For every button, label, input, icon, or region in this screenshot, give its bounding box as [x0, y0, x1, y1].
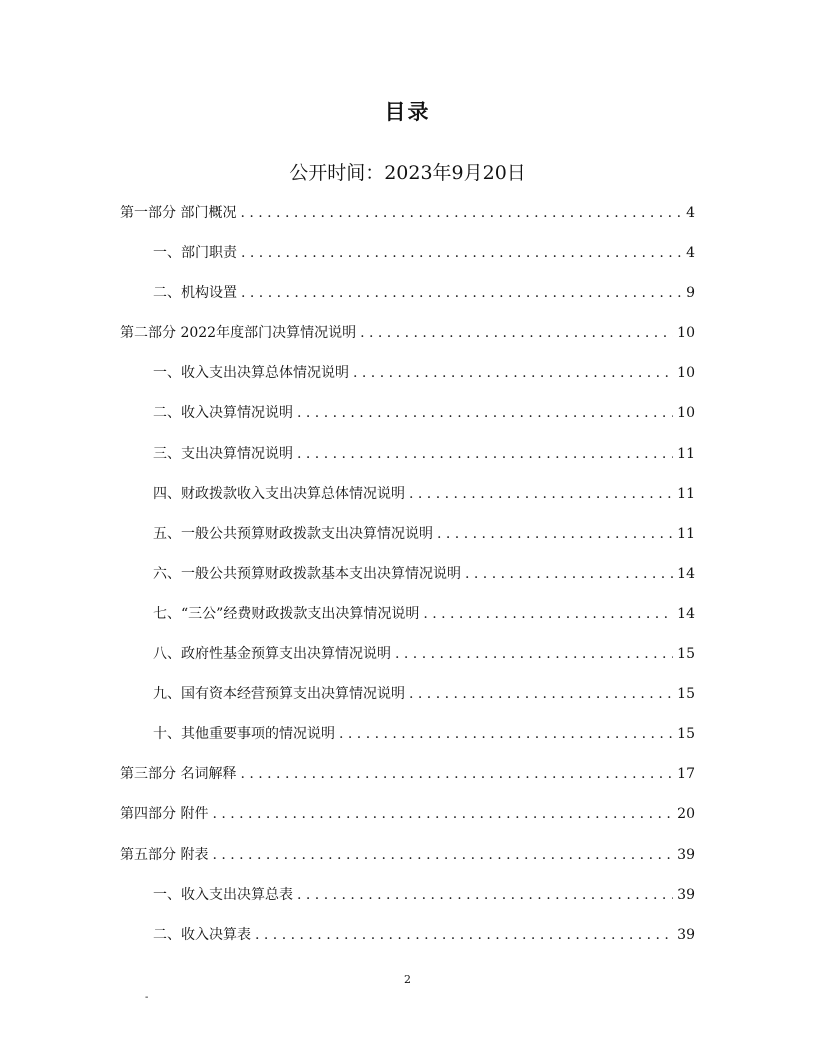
toc-entry-page: 11 — [677, 525, 695, 542]
toc-entry-title: 第五部分 附表 — [120, 846, 209, 863]
toc-entry-page: 10 — [677, 405, 695, 422]
dot-leader — [395, 641, 673, 667]
dot-leader — [339, 721, 673, 747]
toc-entry[interactable] — [120, 641, 695, 681]
toc-title: 目录 — [384, 100, 431, 124]
dot-leader — [409, 681, 673, 707]
toc-entry-page: 14 — [677, 605, 695, 622]
toc-entry[interactable] — [120, 320, 695, 360]
toc-entry-title: 五、一般公共预算财政拨款支出决算情况说明 — [153, 525, 433, 542]
toc-entry-title: 第四部分 附件 — [120, 806, 209, 823]
toc-entry-page: 4 — [686, 205, 695, 221]
dot-leader — [353, 360, 673, 386]
page-number: 2 — [404, 973, 411, 986]
toc-entry-page: 15 — [677, 686, 695, 703]
dot-leader — [437, 521, 673, 547]
toc-entry-page: 11 — [677, 485, 695, 502]
toc-entry-title: 一、部门职责 — [153, 245, 237, 262]
toc-entry-title: 九、国有资本经营预算支出决算情况说明 — [153, 686, 405, 703]
toc-entry[interactable] — [120, 280, 695, 320]
publish-date: 公开时间：2023年9月20日 — [289, 162, 526, 184]
dot-leader — [212, 801, 673, 827]
dot-leader — [240, 761, 673, 787]
toc-entry[interactable] — [120, 922, 695, 962]
toc-entry-title: 一、收入支出决算总表 — [153, 886, 293, 903]
dot-leader — [255, 922, 673, 948]
dot-leader — [360, 320, 673, 346]
dot-leader — [465, 561, 673, 587]
toc-entry-title: 第三部分 名词解释 — [120, 766, 237, 783]
toc-entry-title: 二、收入决算表 — [153, 926, 251, 943]
toc-entry-title: 二、收入决算情况说明 — [153, 405, 293, 422]
toc-entry-page: 39 — [677, 886, 695, 903]
toc-entry-page: 15 — [677, 646, 695, 663]
toc-entry[interactable] — [120, 240, 695, 280]
toc-entry[interactable] — [120, 441, 695, 481]
toc-entry[interactable] — [120, 681, 695, 721]
dot-leader — [297, 400, 673, 426]
toc-entry[interactable] — [120, 481, 695, 521]
toc-entry-title: 三、支出决算情况说明 — [153, 445, 293, 462]
toc-entry-title: 第二部分 2022年度部门决算情况说明 — [120, 325, 357, 342]
toc-entry-title: 二、机构设置 — [153, 285, 237, 302]
toc-entry[interactable] — [120, 882, 695, 922]
dot-leader — [297, 441, 673, 467]
toc-entry-title: 第一部分 部门概况 — [120, 205, 237, 221]
toc-entry[interactable] — [120, 561, 695, 601]
dot-leader — [297, 882, 673, 908]
toc-entry[interactable] — [120, 360, 695, 400]
dot-leader — [423, 601, 673, 627]
toc-entry-page: 39 — [677, 926, 695, 943]
toc-entry-title: 七、“三公”经费财政拨款支出决算情况说明 — [153, 605, 420, 622]
toc-entry-page: 10 — [677, 365, 695, 382]
toc-entry-title: 一、收入支出决算总体情况说明 — [153, 365, 349, 382]
toc-entry[interactable] — [120, 761, 695, 801]
dot-leader — [241, 240, 682, 266]
toc-entry[interactable] — [120, 601, 695, 641]
footer-mark: - — [145, 992, 149, 1003]
dot-leader — [409, 481, 673, 507]
dot-leader — [241, 280, 682, 306]
dot-leader — [212, 842, 673, 868]
toc-entry[interactable] — [120, 400, 695, 440]
toc-entry-page: 20 — [677, 806, 695, 823]
toc-entry-title: 四、财政拨款收入支出决算总体情况说明 — [153, 485, 405, 502]
toc-entry[interactable] — [120, 842, 695, 882]
toc-entry-page: 9 — [686, 285, 695, 302]
toc-entry[interactable] — [120, 521, 695, 561]
toc-entry-page: 4 — [686, 245, 695, 262]
toc-entry-title: 十、其他重要事项的情况说明 — [153, 726, 335, 743]
table-of-contents — [120, 200, 695, 962]
toc-entry[interactable] — [120, 801, 695, 841]
toc-entry-page: 10 — [677, 325, 695, 342]
toc-entry-page: 15 — [677, 726, 695, 743]
toc-entry-title: 六、一般公共预算财政拨款基本支出决算情况说明 — [153, 565, 461, 582]
toc-entry-page: 17 — [677, 766, 695, 783]
toc-entry-title: 八、政府性基金预算支出决算情况说明 — [153, 646, 391, 663]
toc-entry[interactable] — [120, 721, 695, 761]
toc-entry-page: 11 — [677, 445, 695, 462]
toc-entry-page: 39 — [677, 846, 695, 863]
toc-entry[interactable] — [120, 200, 695, 240]
dot-leader — [240, 200, 682, 226]
toc-entry-page: 14 — [677, 565, 695, 582]
